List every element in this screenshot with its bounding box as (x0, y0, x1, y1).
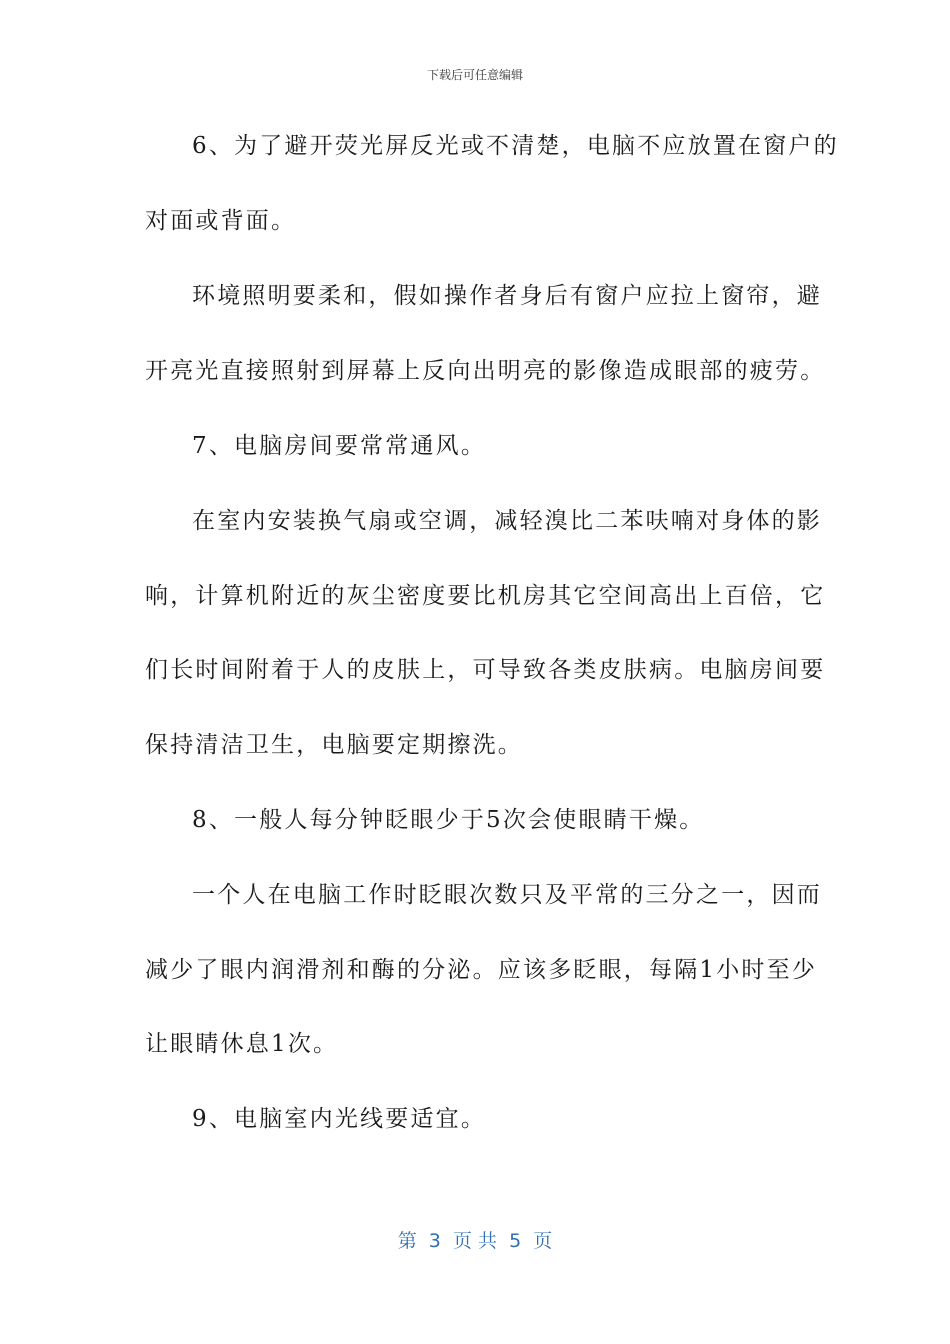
paragraph-line: 环境照明要柔和，假如操作者身后有窗户应拉上窗帘，避 (192, 283, 822, 309)
paragraph-line: 一个人在电脑工作时眨眼次数只及平常的三分之一，因而 (192, 882, 822, 908)
section-heading: 7、电脑房间要常常通风。 (192, 433, 487, 459)
paragraph-line: 6、为了避开荧光屏反光或不清楚，电脑不应放置在窗户的 (192, 133, 839, 159)
paragraph-line: 让眼睛休息1次。 (145, 1031, 339, 1057)
page-header: 下载后可任意编辑 (426, 68, 523, 82)
paragraph-line: 减少了眼内润滑剂和酶的分泌。应该多眨眼，每隔1小时至少 (145, 957, 818, 983)
section-heading: 9、电脑室内光线要适宜。 (192, 1106, 487, 1132)
paragraph-line: 在室内安装换气扇或空调，减轻溴比二苯呋喃对身体的影 (192, 508, 822, 534)
page-number-footer: 第 3 页 共 5 页 (397, 1230, 553, 1252)
paragraph-line: 对面或背面。 (145, 208, 297, 234)
paragraph-line: 开亮光直接照射到屏幕上反向出明亮的影像造成眼部的疲劳。 (145, 358, 826, 384)
paragraph-line: 保持清洁卫生，电脑要定期擦洗。 (145, 732, 523, 758)
paragraph-line: 们长时间附着于人的皮肤上，可导致各类皮肤病。电脑房间要 (145, 657, 826, 683)
paragraph-line: 响，计算机附近的灰尘密度要比机房其它空间高出上百倍，它 (145, 583, 826, 609)
section-heading: 8、一般人每分钟眨眼少于5次会使眼睛干燥。 (192, 807, 705, 833)
